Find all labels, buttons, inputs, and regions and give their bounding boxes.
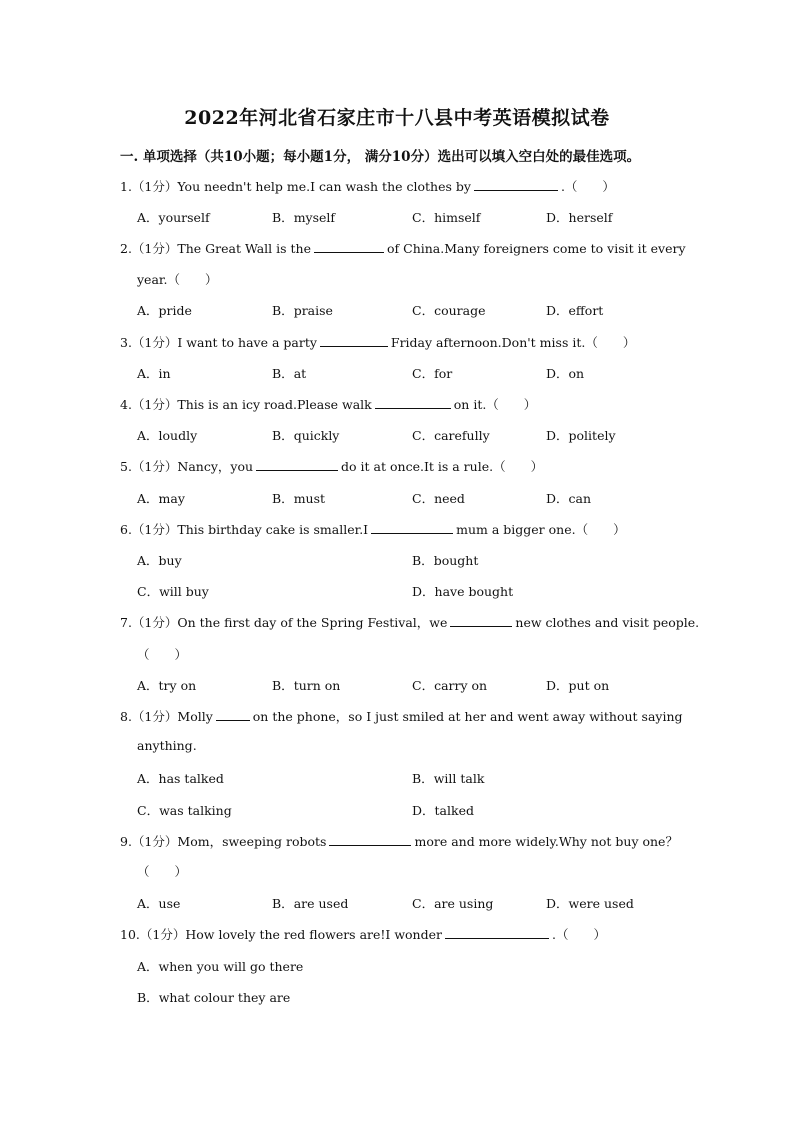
option-d: D．can <box>546 491 592 506</box>
option-b: B．will talk <box>412 771 485 786</box>
question-7 <box>120 613 700 631</box>
question-text: This is an icy road.Please walk <box>177 397 372 412</box>
option-a: A．has talked <box>137 771 224 786</box>
question-text-end: on the phone，so I just smiled at her and went away without saying <box>252 709 683 724</box>
question-text: The Great Wall is the <box>177 241 311 256</box>
option-a: A．loudly <box>137 428 198 443</box>
question-text: You needn't help me.I can wash the clothes by <box>177 179 471 194</box>
option-d: D．politely <box>546 428 616 443</box>
question-text-end: new clothes and visit people. <box>515 615 700 630</box>
option-c: C．courage <box>412 303 486 318</box>
question-number: 4.（1分） <box>120 397 178 412</box>
section-heading: 一. 单项选择（共10小题；每小题1分， 满分10分）选出可以填入空白处的最佳选项。 <box>120 149 641 165</box>
question-number: 1.（1分） <box>120 179 178 194</box>
question-text-end: do it at once.It is a rule.（ ） <box>341 459 544 474</box>
answer-blank <box>371 521 453 534</box>
option-d: D．herself <box>546 210 613 225</box>
question-3 <box>120 333 680 351</box>
question-text: Mom，sweeping robots <box>177 834 327 849</box>
question-text-end: .（ ） <box>560 179 615 194</box>
question-continuation: （ ） <box>137 647 188 662</box>
answer-blank <box>314 240 384 253</box>
question-text: Molly <box>177 709 213 724</box>
answer-blank <box>474 178 558 191</box>
option-d: D．effort <box>546 303 604 318</box>
option-c: C．carefully <box>412 428 490 443</box>
option-b: B．praise <box>272 303 333 318</box>
question-number: 6.（1分） <box>120 522 178 537</box>
option-b: B．what colour they are <box>137 990 291 1005</box>
question-text-end: more and more widely.Why not buy one？ <box>414 834 678 849</box>
option-d: D．on <box>546 366 585 381</box>
option-b: B．are used <box>272 896 349 911</box>
question-number: 2.（1分） <box>120 241 178 256</box>
question-2 <box>120 239 686 257</box>
question-text-end: of China.Many foreigners come to visit it every <box>387 241 686 256</box>
answer-blank <box>216 708 250 721</box>
question-8 <box>120 707 683 725</box>
answer-blank <box>329 833 411 846</box>
option-c: C．will buy <box>137 584 209 599</box>
question-text: I want to have a party <box>177 335 317 350</box>
question-text-end: Friday afternoon.Don't miss it.（ ） <box>390 335 636 350</box>
question-text-end: on it.（ ） <box>453 397 537 412</box>
question-continuation: anything. <box>137 738 197 753</box>
answer-blank <box>445 926 549 939</box>
option-a: A．yourself <box>137 210 210 225</box>
answer-blank <box>450 614 512 627</box>
question-continuation: year.（ ） <box>137 272 218 287</box>
answer-blank <box>320 334 388 347</box>
option-a: A．may <box>137 491 185 506</box>
option-d: D．have bought <box>412 584 514 599</box>
option-b: B．quickly <box>272 428 340 443</box>
question-number: 5.（1分） <box>120 459 178 474</box>
question-number: 3.（1分） <box>120 335 178 350</box>
question-text-end: .（ ） <box>551 927 606 942</box>
option-c: C．was talking <box>137 803 232 818</box>
question-4 <box>120 395 680 413</box>
option-c: C．carry on <box>412 678 488 693</box>
question-5 <box>120 457 680 475</box>
option-c: C．need <box>412 491 465 506</box>
option-a: A．buy <box>137 553 182 568</box>
question-6 <box>120 520 680 538</box>
question-number: 7.（1分） <box>120 615 178 630</box>
option-b: B．at <box>272 366 307 381</box>
option-a: A．when you will go there <box>137 959 304 974</box>
option-d: D．put on <box>546 678 610 693</box>
option-b: B．turn on <box>272 678 341 693</box>
question-text: Nancy，you <box>177 459 254 474</box>
option-d: D．talked <box>412 803 474 818</box>
answer-blank <box>256 458 338 471</box>
option-c: C．are using <box>412 896 494 911</box>
question-text: On the first day of the Spring Festival，we <box>177 615 448 630</box>
question-number: 9.（1分） <box>120 834 178 849</box>
question-1 <box>120 177 680 195</box>
option-b: B．must <box>272 491 326 506</box>
option-d: D．were used <box>546 896 634 911</box>
option-a: A．pride <box>137 303 192 318</box>
option-a: A．try on <box>137 678 197 693</box>
answer-blank <box>375 396 451 409</box>
option-b: B．myself <box>272 210 336 225</box>
option-b: B．bought <box>412 553 479 568</box>
question-text-end: mum a bigger one.（ ） <box>456 522 626 537</box>
question-number: 8.（1分） <box>120 709 178 724</box>
question-continuation: （ ） <box>137 864 188 879</box>
page-title: 2022年河北省石家庄市十八县中考英语模拟试卷 <box>184 107 610 129</box>
question-text: How lovely the red flowers are!I wonder <box>185 927 442 942</box>
question-number: 10.（1分） <box>120 927 186 942</box>
option-a: A．use <box>137 896 181 911</box>
question-10 <box>120 925 680 943</box>
option-c: C．for <box>412 366 453 381</box>
question-9 <box>120 832 680 850</box>
question-text: This birthday cake is smaller.I <box>177 522 369 537</box>
option-c: C．himself <box>412 210 481 225</box>
option-a: A．in <box>137 366 171 381</box>
